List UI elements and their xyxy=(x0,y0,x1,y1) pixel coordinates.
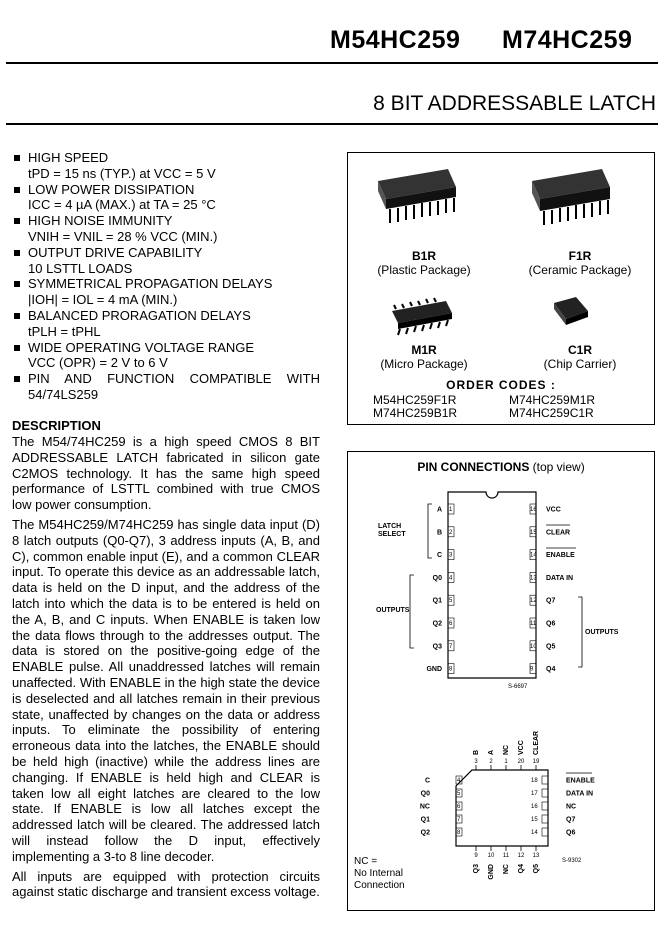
plcc-pin-number: 8 xyxy=(457,830,461,836)
dip-pin-number: 12 xyxy=(530,598,537,605)
feature-detail: ICC = 4 µA (MAX.) at TA = 25 °C xyxy=(28,197,216,213)
feature-item xyxy=(12,245,320,277)
plcc-pin-number: 1 xyxy=(504,759,508,765)
plcc-pin-label-right: Q7 xyxy=(566,816,576,824)
feature-item xyxy=(12,340,320,372)
plcc-pin-number: 13 xyxy=(532,853,540,859)
dip-pin-number: 6 xyxy=(449,621,453,627)
dip-pin-label-right: DATA IN xyxy=(546,574,574,582)
feature-item xyxy=(12,182,320,214)
dip-pins xyxy=(426,504,576,674)
feature-title: OUTPUT DRIVE CAPABILITY xyxy=(28,244,203,260)
plcc-pin-number: 14 xyxy=(531,830,538,836)
package-box xyxy=(347,152,655,425)
order-code: M74HC259M1R xyxy=(509,393,596,407)
feature-item xyxy=(12,150,320,182)
plcc-pin-number: 17 xyxy=(531,791,538,797)
dip-pin-number: 7 xyxy=(449,643,453,650)
plcc-pin-label-right: ENABLE xyxy=(566,777,595,785)
dip-pin-label-right: Q7 xyxy=(546,597,556,605)
plcc-pin-label-right: DATA IN xyxy=(566,790,594,798)
plcc-pin-label-bottom: NC xyxy=(503,864,510,875)
dip-plastic-icon xyxy=(378,169,456,223)
part-number-m54: M54HC259 xyxy=(330,26,461,54)
pin-connections-box xyxy=(347,451,655,911)
description-body xyxy=(12,434,320,904)
description-paragraph-2: The M54HC259/M74HC259 has single data input (D) 8 latch outputs (Q0-Q7), 3 address inputs (A, B, and C), common enable input (E), and a common CLEAR input. To operate this device as an addressable latch, data is held on the D input, and the address of the latch into which the data is to be entered is held on the A, B, and C inputs. When ENABLE is taken low the data flows through to the addresses output. The data is stored on the positive-going edge of the ENABLE pulse. All unaddressed latches will remain unaffected. With ENABLE in the high state the device is deselected and all latches remain in their previous state, unaffected by changes on the data or address inputs. To eliminate the possibility of entering erroneous data into the latches, the ENABLE should be held high (inactive) while the address lines are changing. If ENABLE is held high and CLEAR is taken low all eight latches are cleared to the low state. If ENABLE is low all latches except the addressed latch will be cleared. The addressed latch will instead follow the D input, effectively implementing a 3-to 8 line decoder. xyxy=(12,516,320,864)
dip-pin-number: 10 xyxy=(530,643,537,650)
dip-pin-number: 4 xyxy=(449,575,453,582)
dip-pin-label-left: C xyxy=(436,552,442,560)
plcc-pin-number: 9 xyxy=(474,853,478,859)
description-heading: DESCRIPTION xyxy=(12,418,101,433)
dip-pin-number: 16 xyxy=(530,507,537,513)
package-f1r xyxy=(516,249,644,277)
package-code: M1R xyxy=(411,343,437,357)
dip-pin-label-right: Q5 xyxy=(546,643,556,651)
nc-note: NC = No Internal Connection xyxy=(354,856,405,891)
order-codes-title: ORDER CODES : xyxy=(446,378,556,392)
dip-pin-label-right: Q4 xyxy=(546,666,556,674)
package-desc: (Ceramic Package) xyxy=(528,263,632,277)
plcc-pin-number: 20 xyxy=(517,759,525,765)
feature-detail: VCC (OPR) = 2 V to 6 V xyxy=(28,355,168,371)
bullet-icon xyxy=(14,155,20,161)
feature-item xyxy=(12,371,320,403)
outputs-left-label: OUTPUTS xyxy=(376,607,410,614)
dip-pin-label-right: ENABLE xyxy=(546,552,575,560)
plcc-pin-label-top: A xyxy=(488,749,495,755)
package-desc: (Plastic Package) xyxy=(377,263,471,277)
header-rule-bottom xyxy=(6,123,658,125)
plcc-pin-label-left: Q0 xyxy=(420,790,430,798)
package-code: F1R xyxy=(568,249,592,263)
plcc-pin-label-bottom: GND xyxy=(488,864,495,880)
plcc-pin-number: 7 xyxy=(457,817,461,823)
feature-title: PIN AND FUNCTION COMPATIBLE WITH xyxy=(28,371,320,387)
feature-item xyxy=(12,213,320,245)
dip-pin-number: 15 xyxy=(530,529,537,536)
micro-package-icon xyxy=(392,298,452,335)
pin-title-main: PIN CONNECTIONS xyxy=(417,460,530,474)
feature-detail: tPLH = tPHL xyxy=(28,323,101,339)
plcc-pin-number: 4 xyxy=(457,778,461,784)
dip-pin-label-left: Q2 xyxy=(432,620,442,628)
chip-carrier-icon xyxy=(554,297,588,325)
plcc-pin-number: 12 xyxy=(517,853,525,859)
package-code: B1R xyxy=(411,249,436,263)
plcc-pin-number: 18 xyxy=(531,778,538,784)
plcc-pin-label-left: C xyxy=(424,777,430,785)
package-b1r xyxy=(360,249,488,277)
header-rule-top xyxy=(6,62,658,64)
plcc-pin-label-left: Q1 xyxy=(420,816,430,824)
plcc-pin-number: 5 xyxy=(457,791,461,797)
package-m1r xyxy=(360,343,488,371)
plcc-pin-number: 10 xyxy=(487,853,495,859)
plcc-pin-label-top: B xyxy=(473,749,480,755)
description-paragraph-3: All inputs are equipped with protection circuits against static discharge and transient excess voltage. xyxy=(12,868,320,900)
dip-ceramic-icon xyxy=(532,169,610,225)
dip-pin-label-left: Q1 xyxy=(432,597,442,605)
feature-detail: VNIH = VNIL = 28 % VCC (MIN.) xyxy=(28,228,218,244)
feature-title: SYMMETRICAL PROPAGATION DELAYS xyxy=(28,276,273,292)
dip-pin-number: 13 xyxy=(530,575,537,582)
outputs-right-label: OUTPUTS xyxy=(585,629,619,636)
dip-drawing-code: S-6697 xyxy=(508,684,528,690)
dip-pin-number: 5 xyxy=(449,598,453,605)
plcc-pin-number: 11 xyxy=(502,853,510,859)
latch-select-label: SELECT xyxy=(378,531,406,538)
feature-title: HIGH SPEED xyxy=(28,150,109,165)
feature-list xyxy=(12,150,320,403)
bullet-icon xyxy=(14,250,20,256)
part-number-m74: M74HC259 xyxy=(502,26,633,54)
pinout-diagram xyxy=(348,452,654,910)
feature-detail: 10 LSTTL LOADS xyxy=(28,260,133,276)
plcc-pin-number: 6 xyxy=(457,804,461,810)
feature-item xyxy=(12,276,320,308)
dip-pin-label-right: Q6 xyxy=(546,620,556,628)
plcc-pin-label-right: NC xyxy=(566,803,577,811)
dip-pin-label-left: B xyxy=(436,529,442,537)
page-subtitle: 8 BIT ADDRESSABLE LATCH xyxy=(373,92,656,115)
bullet-icon xyxy=(14,187,20,193)
bullet-icon xyxy=(14,376,20,382)
plcc-pin-label-left: NC xyxy=(419,803,430,811)
package-desc: (Micro Package) xyxy=(380,357,468,371)
feature-title: LOW POWER DISSIPATION xyxy=(28,181,195,197)
dip-pin-number: 8 xyxy=(449,666,453,673)
dip-outline xyxy=(448,492,536,678)
dip-pin-number: 1 xyxy=(449,507,453,513)
dip-pin-number: 2 xyxy=(449,529,453,536)
bullet-icon xyxy=(14,313,20,319)
bullet-icon xyxy=(14,345,20,351)
plcc-pin-label-top: NC xyxy=(503,744,510,755)
feature-title: HIGH NOISE IMMUNITY xyxy=(28,213,173,229)
plcc-pin-number: 15 xyxy=(531,817,538,823)
feature-detail: 54/74LS259 xyxy=(28,386,99,402)
order-code: M74HC259C1R xyxy=(509,406,594,420)
plcc-pin-label-bottom: Q3 xyxy=(473,864,480,874)
plcc-pin-label-top: CLEAR xyxy=(533,730,540,755)
dip-pin-label-left: A xyxy=(436,506,442,514)
plcc-pin-label-bottom: Q4 xyxy=(518,864,525,874)
order-code: M74HC259B1R xyxy=(373,406,458,420)
dip-pin-label-left: Q3 xyxy=(432,643,442,651)
dip-pin-number: 11 xyxy=(530,621,537,627)
dip-pin-number: 9 xyxy=(530,666,534,673)
bullet-icon xyxy=(14,218,20,224)
feature-title: BALANCED PRORAGATION DELAYS xyxy=(28,307,251,323)
feature-item xyxy=(12,308,320,340)
plcc-pin-label-top: VCC xyxy=(518,740,525,755)
plcc-drawing-code: S-9302 xyxy=(562,858,582,864)
plcc-pin-label-bottom: Q5 xyxy=(533,864,540,874)
bullet-icon xyxy=(14,281,20,287)
plcc-pin-label-left: Q2 xyxy=(420,829,430,837)
plcc-pin-label-right: Q6 xyxy=(566,829,576,837)
feature-title: WIDE OPERATING VOLTAGE RANGE xyxy=(28,339,255,355)
plcc-pin-number: 3 xyxy=(474,759,478,765)
dip-pin-label-right: CLEAR xyxy=(546,529,571,537)
description-paragraph-1: The M54/74HC259 is a high speed CMOS 8 BIT ADDRESSABLE LATCH fabricated in silicon gate C2MOS technology. It has the same high speed performance of LSTTL combined with true CMOS low power consumption. xyxy=(12,434,320,513)
dip-pin-label-left: GND xyxy=(426,666,442,674)
dip-pin-label-left: Q0 xyxy=(432,574,442,582)
plcc-pin-number: 19 xyxy=(532,759,540,765)
package-code: C1R xyxy=(567,343,592,357)
feature-detail: |IOH| = IOL = 4 mA (MIN.) xyxy=(28,292,178,308)
package-c1r xyxy=(516,343,644,371)
order-code: M54HC259F1R xyxy=(373,393,457,407)
latch-select-label: LATCH xyxy=(378,523,402,530)
order-codes xyxy=(348,379,654,420)
plcc-pin-number: 16 xyxy=(531,804,538,810)
dip-pin-number: 3 xyxy=(449,552,453,559)
plcc-pin-number: 2 xyxy=(489,759,493,765)
feature-detail: tPD = 15 ns (TYP.) at VCC = 5 V xyxy=(28,165,216,181)
dip-pin-number: 14 xyxy=(530,552,537,559)
pin-title-suffix: (top view) xyxy=(532,460,585,474)
package-desc: (Chip Carrier) xyxy=(543,357,617,371)
dip-pin-label-right: VCC xyxy=(546,506,561,514)
